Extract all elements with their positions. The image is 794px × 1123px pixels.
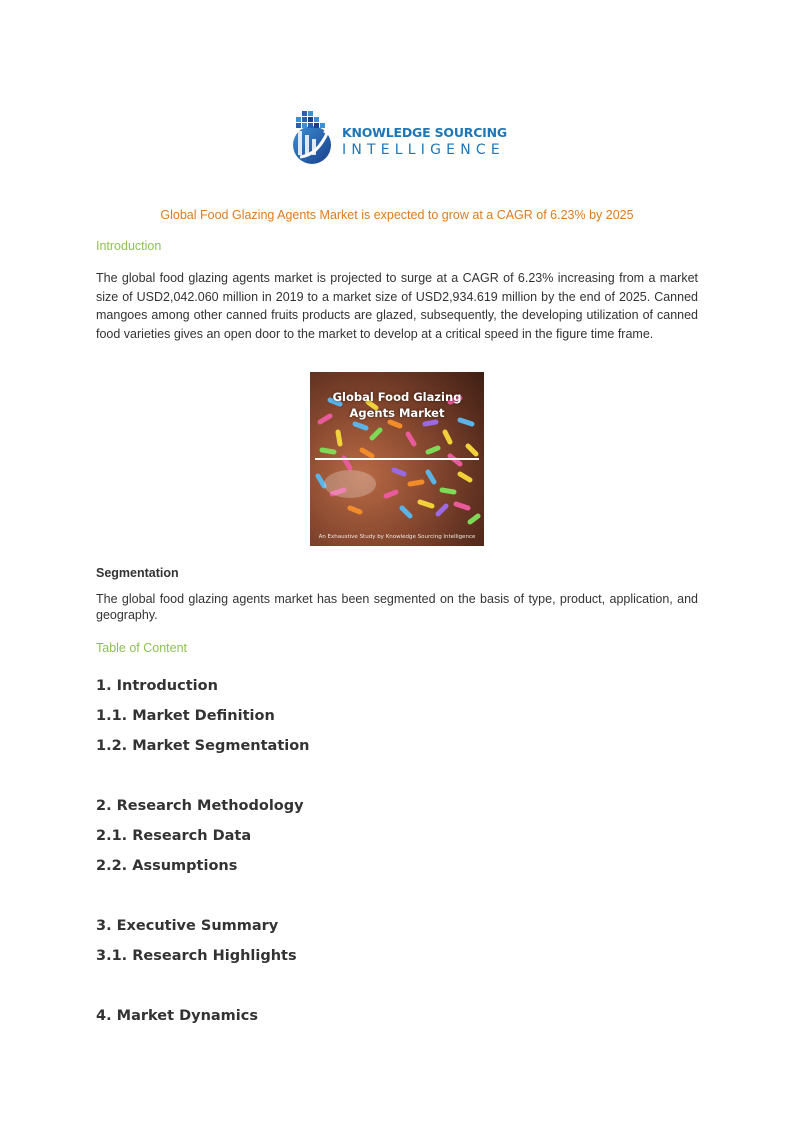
introduction-heading: Introduction: [96, 239, 162, 253]
toc-item: 1. Introduction: [96, 678, 218, 694]
toc-item: 3. Executive Summary: [96, 918, 279, 934]
toc-heading: Table of Content: [96, 641, 188, 655]
introduction-paragraph: The global food glazing agents market is projected to surge at a CAGR of 6.23% increasing from a market size of USD2,042.060 million in 2019 to a market size of USD2,934.619 million by the end of 2025. Canned mangoes among other canned fruits products are glazed, subsequently, the developing utilization of canned food varieties gives an open door to the market to develop at a critical speed in the figure time frame.: [96, 271, 698, 341]
segmentation-heading: Segmentation: [96, 566, 179, 580]
toc-item: 1.2. Market Segmentation: [96, 738, 310, 754]
cover-divider: [315, 458, 479, 460]
toc-item: 2. Research Methodology: [96, 798, 304, 814]
toc-item: 4. Market Dynamics: [96, 1008, 258, 1024]
segmentation-paragraph: The global food glazing agents market has been segmented on the basis of type, product, application, and geography.: [96, 592, 698, 622]
toc-item: 1.1. Market Definition: [96, 708, 275, 724]
cover-footer: An Exhaustive Study by Knowledge Sourcing Intelligence: [318, 534, 476, 540]
company-logo: [290, 105, 510, 167]
logo-text-top: KNOWLEDGE SOURCING: [342, 125, 507, 140]
toc-item: 2.1. Research Data: [96, 828, 252, 844]
page-title: Global Food Glazing Agents Market is expected to grow at a CAGR of 6.23% by 2025: [160, 208, 634, 222]
cover-title: Global Food Glazing Agents Market: [332, 390, 462, 420]
logo-emblem-icon: [290, 105, 340, 167]
logo-text-bottom: INTELLIGENCE: [342, 142, 505, 158]
report-cover-image: [310, 372, 484, 546]
toc-item: 2.2. Assumptions: [96, 858, 238, 874]
toc-item: 3.1. Research Highlights: [96, 948, 297, 964]
